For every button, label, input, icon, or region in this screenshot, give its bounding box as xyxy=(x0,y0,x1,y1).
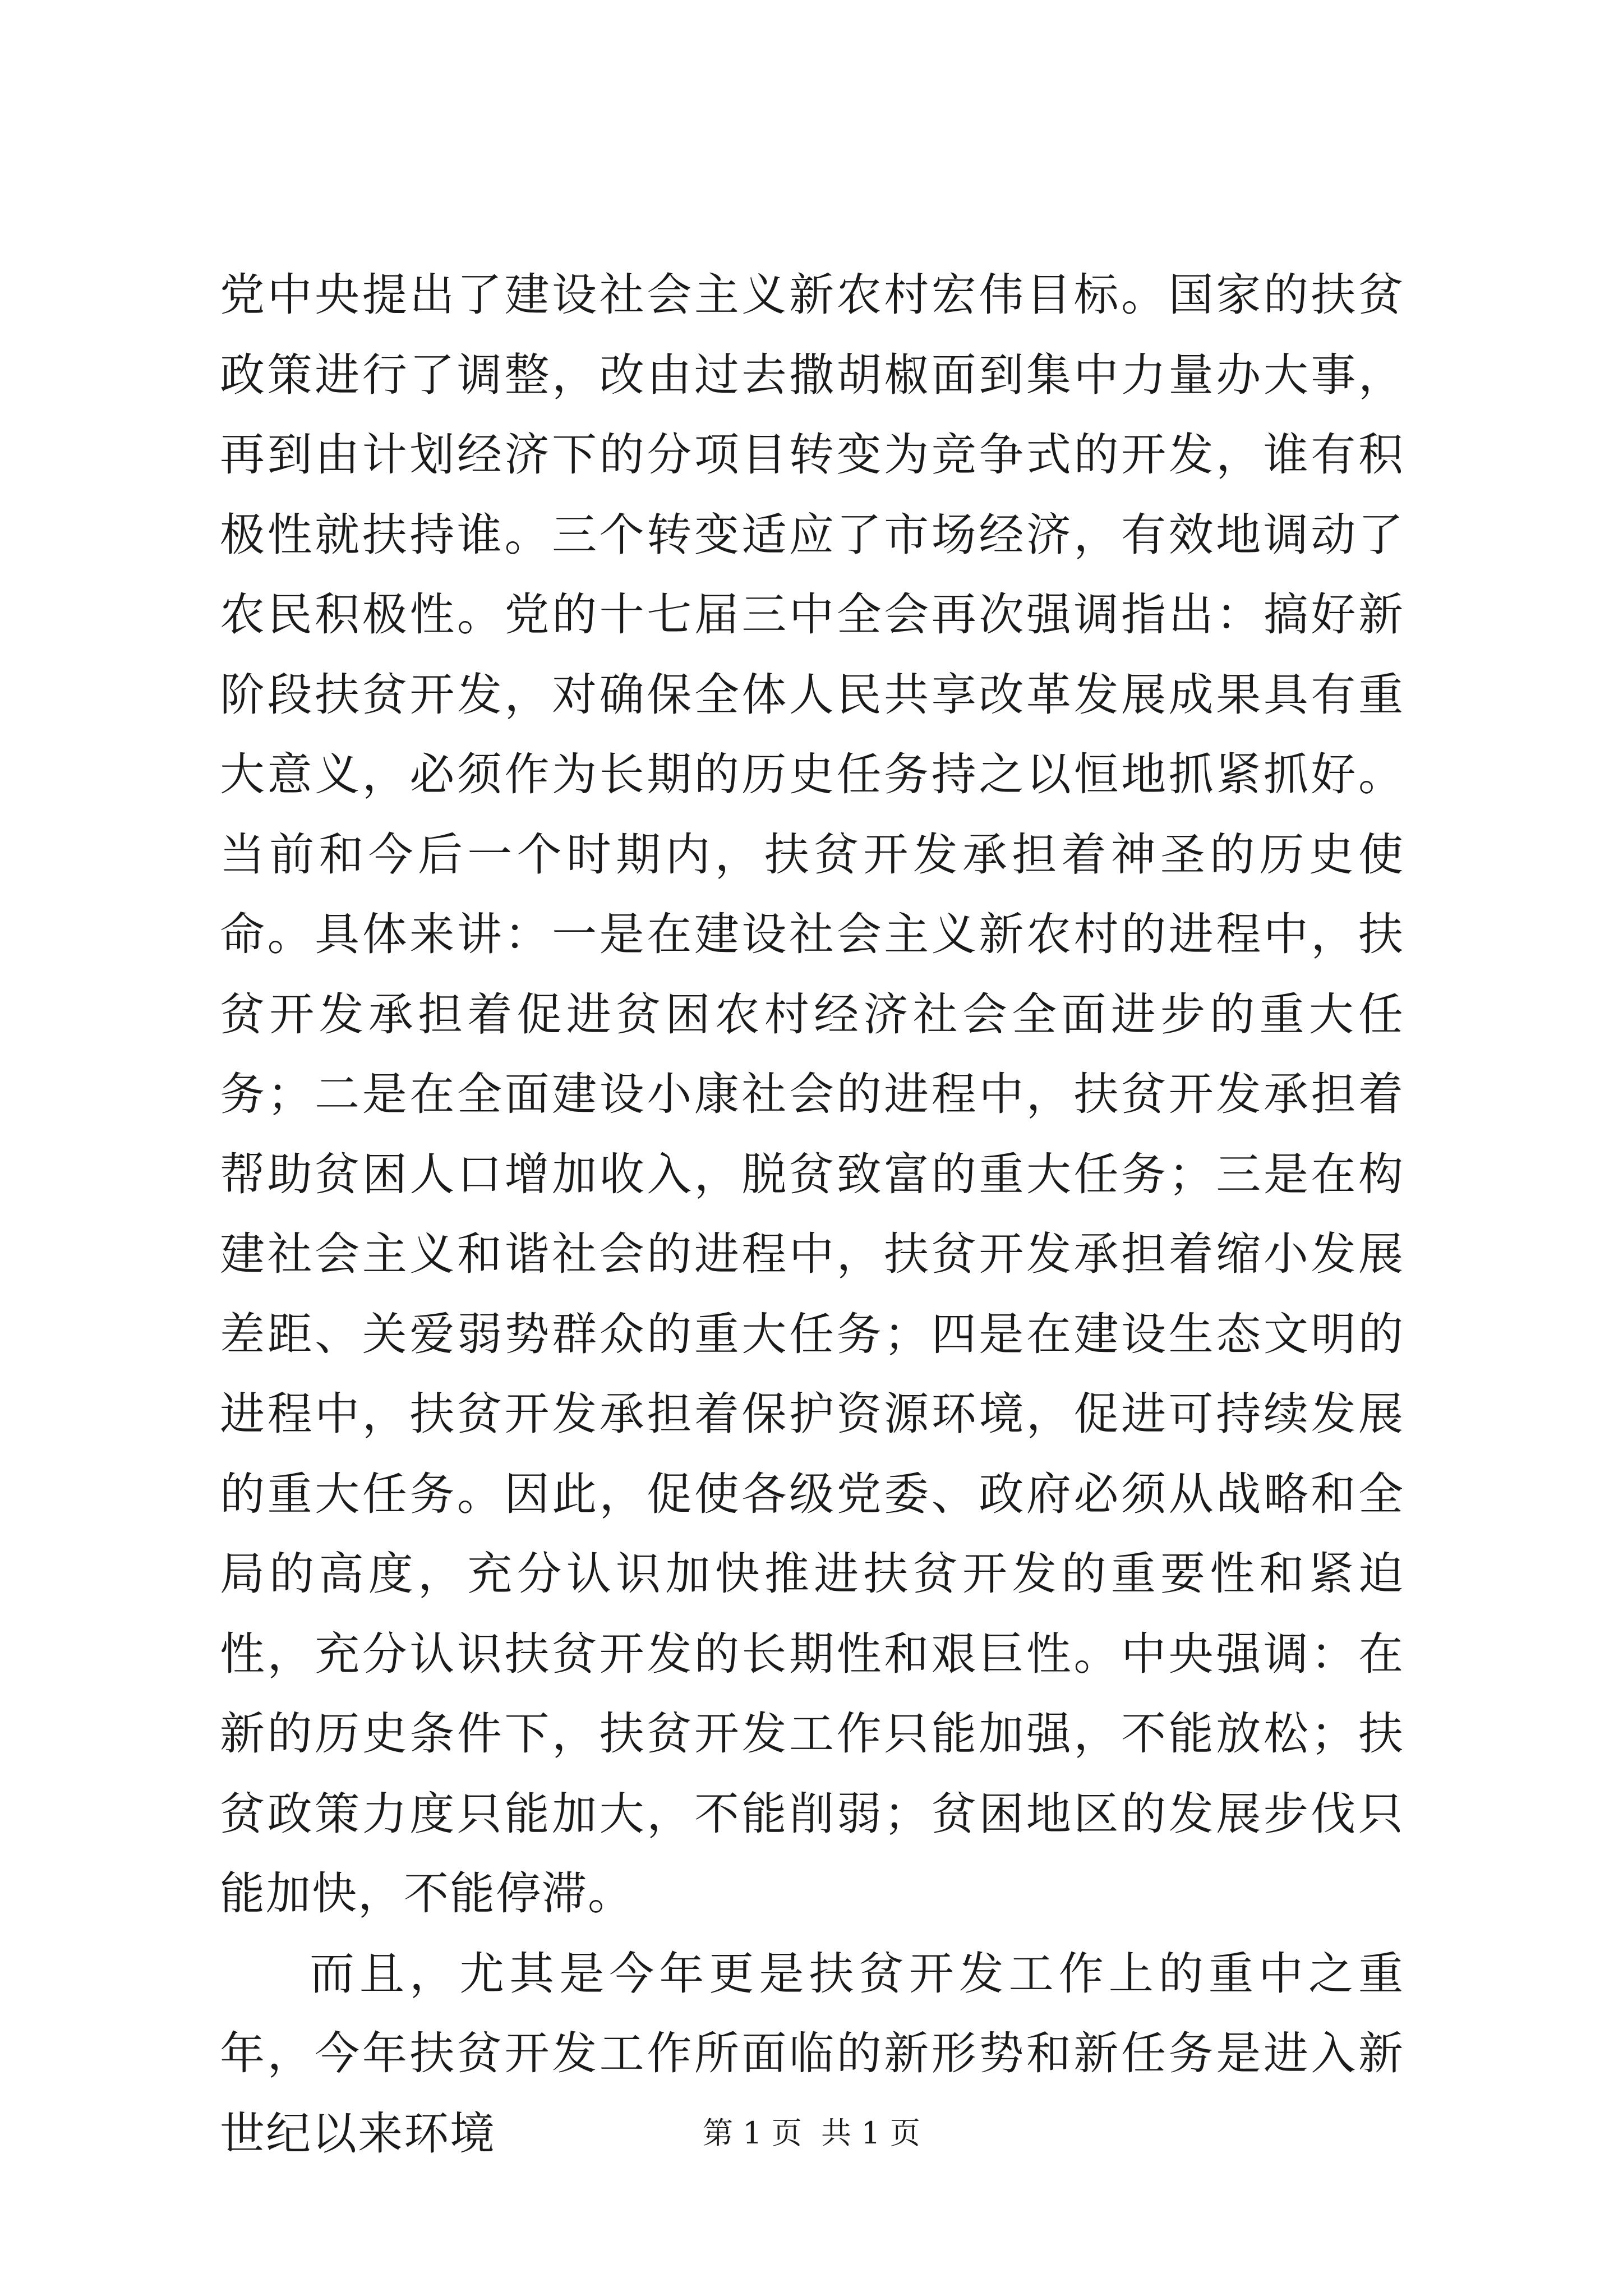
paragraph-2: 而且，尤其是今年更是扶贫开发工作上的重中之重年，今年扶贫开发工作所面临的新形势和新任务是进入新世纪以来环境 xyxy=(220,1947,1404,2160)
body-text xyxy=(220,255,1404,2174)
paragraph-1: 党中央提出了建设社会主义新农村宏伟目标。国家的扶贫政策进行了调整，改由过去撒胡椒面到集中力量办大事，再到由计划经济下的分项目转变为竞争式的开发，谁有积极性就扶持谁。三个转变适应了市场经济，有效地调动了农民积极性。党的十七届三中全会再次强调指出：搞好新阶段扶贫开发，对确保全体人民共享改革发展成果具有重大意义，必须作为长期的历史任务持之以恒地抓紧抓好。当前和今后一个时期内，扶贫开发承担着神圣的历史使命。具体来讲：一是在建设社会主义新农村的进程中，扶贫开发承担着促进贫困农村经济社会全面进步的重大任务；二是在全面建设小康社会的进程中，扶贫开发承担着帮助贫困人口增加收入，脱贫致富的重大任务；三是在构建社会主义和谐社会的进程中，扶贫开发承担着缩小发展差距、关爱弱势群众的重大任务；四是在建设生态文明的进程中，扶贫开发承担着保护资源环境，促进可持续发展的重大任务。因此，促使各级党委、政府必须从战略和全局的高度，充分认识加快推进扶贫开发的重要性和紧迫性，充分认识扶贫开发的长期性和艰巨性。中央强调：在新的历史条件下，扶贫开发工作只能加强，不能放松；扶贫政策力度只能加大，不能削弱；贫困地区的发展步伐只能加快，不能停滞。 xyxy=(220,269,1404,1920)
page-footer: 第 1 页 共 1 页 xyxy=(703,2115,920,2151)
